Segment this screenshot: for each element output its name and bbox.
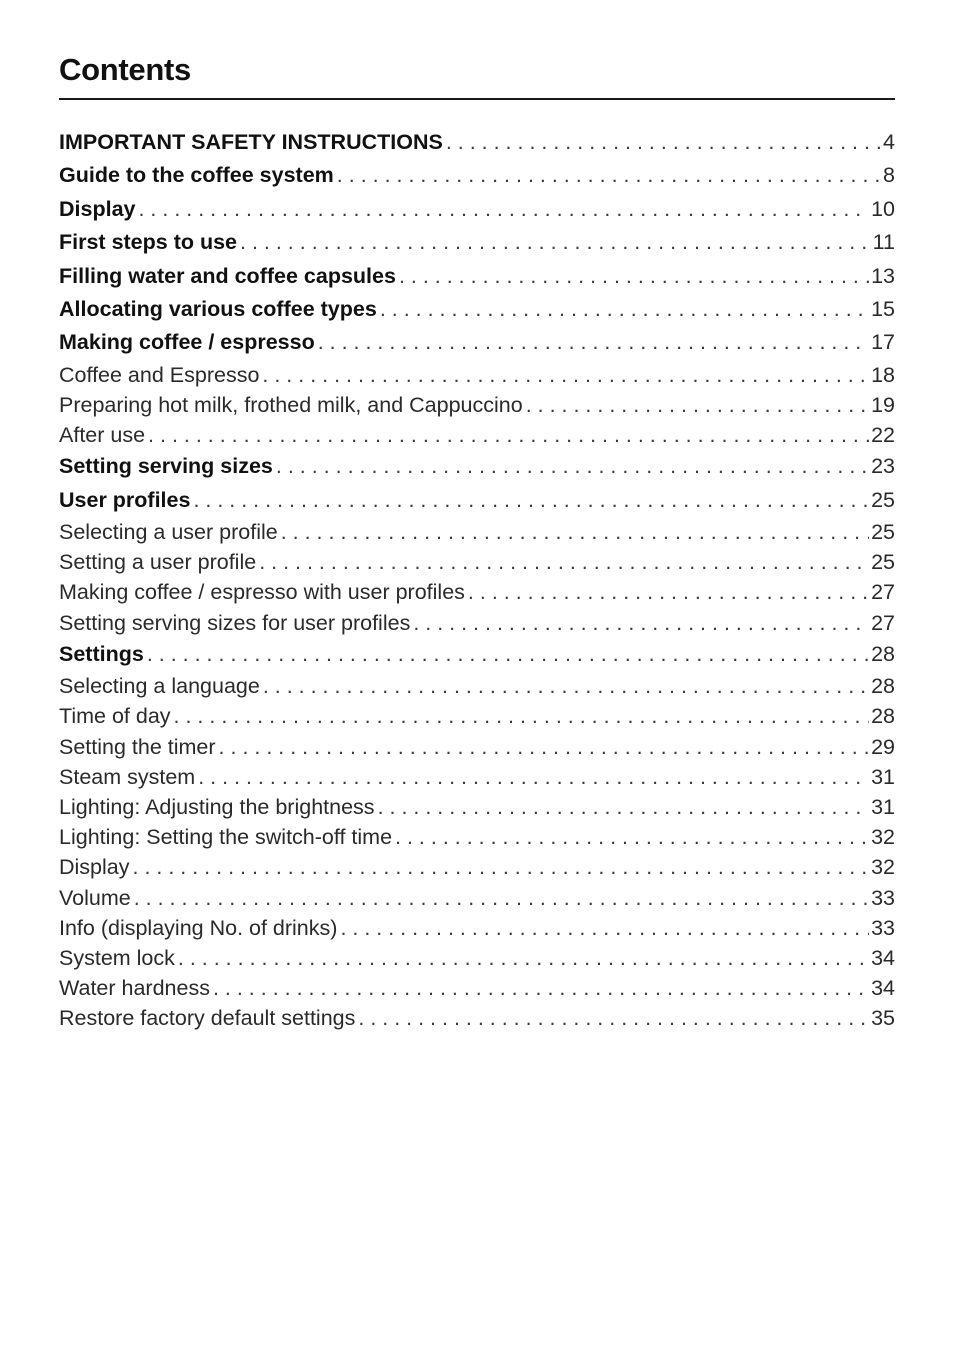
- toc-entry-label: Settings: [59, 641, 144, 666]
- toc-dot-leader: [240, 226, 871, 259]
- toc-page-number: 28: [871, 704, 895, 729]
- toc-entry-label: Time of day: [59, 704, 171, 729]
- toc-entry[interactable]: [59, 943, 895, 973]
- toc-page-number: 18: [871, 362, 895, 387]
- toc-entry-label: First steps to use: [59, 230, 238, 255]
- toc-page-number: 31: [871, 794, 895, 819]
- toc-page-number: 34: [871, 945, 895, 970]
- toc-entry[interactable]: [59, 159, 895, 192]
- toc-entry[interactable]: [59, 547, 895, 577]
- toc-entry[interactable]: [59, 822, 895, 852]
- toc-page-number: 8: [883, 163, 895, 188]
- page-title: Contents: [59, 52, 191, 87]
- toc-page-number: 23: [871, 454, 895, 479]
- toc-entry-label: Restore factory default settings: [59, 1006, 356, 1031]
- toc-entry-label: User profiles: [59, 487, 191, 512]
- table-of-contents: [59, 126, 895, 1033]
- toc-page-number: 11: [872, 230, 895, 255]
- toc-dot-leader: [337, 159, 881, 192]
- toc-entry[interactable]: [59, 293, 895, 326]
- toc-entry-label: Lighting: Setting the switch-off time: [59, 825, 393, 850]
- toc-entry[interactable]: [59, 973, 895, 1003]
- toc-dot-leader: [468, 577, 869, 607]
- toc-page-number: 25: [871, 550, 895, 575]
- toc-entry[interactable]: [59, 732, 895, 762]
- toc-entry-label: Guide to the coffee system: [59, 163, 334, 188]
- toc-dot-leader: [276, 450, 869, 483]
- toc-page-number: 33: [871, 915, 895, 940]
- toc-entry[interactable]: [59, 852, 895, 882]
- toc-entry-label: Making coffee / espresso: [59, 330, 315, 355]
- toc-dot-leader: [263, 671, 869, 701]
- toc-dot-leader: [147, 638, 869, 671]
- toc-entry-label: Allocating various coffee types: [59, 296, 377, 321]
- toc-entry[interactable]: [59, 913, 895, 943]
- toc-page-number: 25: [871, 487, 895, 512]
- toc-dot-leader: [358, 1003, 869, 1033]
- toc-entry[interactable]: [59, 326, 895, 359]
- toc-page-number: 33: [871, 885, 895, 910]
- toc-dot-leader: [413, 608, 869, 638]
- toc-entry[interactable]: [59, 360, 895, 390]
- toc-entry[interactable]: [59, 701, 895, 731]
- toc-entry[interactable]: [59, 608, 895, 638]
- toc-dot-leader: [262, 360, 869, 390]
- toc-dot-leader: [526, 390, 869, 420]
- toc-page-number: 35: [871, 1006, 895, 1031]
- toc-entry[interactable]: [59, 226, 895, 259]
- toc-entry-label: Preparing hot milk, frothed milk, and Cappuccino: [59, 392, 523, 417]
- toc-entry-label: Coffee and Espresso: [59, 362, 260, 387]
- toc-dot-leader: [281, 517, 869, 547]
- toc-page-number: 29: [871, 734, 895, 759]
- toc-entry-label: Setting serving sizes for user profiles: [59, 610, 411, 635]
- toc-entry-label: Info (displaying No. of drinks): [59, 915, 338, 940]
- toc-entry-label: Setting serving sizes: [59, 454, 273, 479]
- toc-entry-label: Filling water and coffee capsules: [59, 263, 396, 288]
- toc-dot-leader: [446, 126, 881, 159]
- toc-page-number: 13: [871, 263, 895, 288]
- toc-dot-leader: [138, 193, 869, 226]
- toc-page-number: 34: [871, 976, 895, 1001]
- toc-entry[interactable]: [59, 260, 895, 293]
- toc-page-number: 32: [871, 825, 895, 850]
- toc-dot-leader: [259, 547, 869, 577]
- toc-entry-label: System lock: [59, 945, 175, 970]
- toc-dot-leader: [193, 484, 869, 517]
- toc-page-number: 27: [871, 610, 895, 635]
- toc-dot-leader: [219, 732, 870, 762]
- toc-entry-label: Volume: [59, 885, 131, 910]
- toc-page-number: 17: [871, 330, 895, 355]
- toc-entry-label: Display: [59, 855, 130, 880]
- toc-dot-leader: [340, 913, 869, 943]
- toc-page-number: 27: [871, 580, 895, 605]
- toc-page-number: 32: [871, 855, 895, 880]
- toc-entry-label: Selecting a user profile: [59, 520, 278, 545]
- toc-entry[interactable]: [59, 450, 895, 483]
- toc-page-number: 31: [871, 764, 895, 789]
- toc-dot-leader: [148, 420, 869, 450]
- toc-page-number: 22: [871, 423, 895, 448]
- toc-dot-leader: [380, 293, 869, 326]
- toc-entry[interactable]: [59, 638, 895, 671]
- toc-entry-label: Selecting a language: [59, 674, 260, 699]
- toc-entry[interactable]: [59, 1003, 895, 1033]
- toc-entry-label: Setting a user profile: [59, 550, 257, 575]
- toc-entry[interactable]: [59, 484, 895, 517]
- toc-entry[interactable]: [59, 517, 895, 547]
- toc-dot-leader: [318, 326, 869, 359]
- toc-entry-label: Steam system: [59, 764, 196, 789]
- toc-page-number: 19: [871, 392, 895, 417]
- toc-dot-leader: [395, 822, 869, 852]
- toc-entry-label: IMPORTANT SAFETY INSTRUCTIONS: [59, 130, 443, 154]
- toc-dot-leader: [134, 883, 869, 913]
- toc-dot-leader: [213, 973, 869, 1003]
- toc-entry[interactable]: [59, 390, 895, 420]
- toc-entry[interactable]: [59, 883, 895, 913]
- toc-entry-label: Display: [59, 196, 136, 221]
- title-divider: [59, 98, 895, 100]
- toc-dot-leader: [133, 852, 870, 882]
- toc-dot-leader: [198, 762, 869, 792]
- toc-entry[interactable]: [59, 792, 895, 822]
- toc-page-number: 4: [883, 130, 895, 154]
- toc-dot-leader: [399, 260, 869, 293]
- toc-entry[interactable]: [59, 126, 895, 159]
- toc-entry[interactable]: [59, 577, 895, 607]
- toc-entry[interactable]: [59, 193, 895, 226]
- toc-dot-leader: [378, 792, 870, 822]
- toc-page-number: 15: [871, 296, 895, 321]
- toc-entry[interactable]: [59, 762, 895, 792]
- toc-entry-label: Water hardness: [59, 976, 210, 1001]
- toc-entry-label: Setting the timer: [59, 734, 216, 759]
- toc-page-number: 25: [871, 520, 895, 545]
- toc-page-number: 28: [871, 641, 895, 666]
- toc-dot-leader: [178, 943, 869, 973]
- toc-page-number: 10: [871, 196, 895, 221]
- toc-page-number: 28: [871, 674, 895, 699]
- toc-entry-label: Making coffee / espresso with user profiles: [59, 580, 465, 605]
- toc-entry-label: After use: [59, 423, 146, 448]
- toc-entry[interactable]: [59, 420, 895, 450]
- toc-entry-label: Lighting: Adjusting the brightness: [59, 794, 375, 819]
- toc-entry[interactable]: [59, 671, 895, 701]
- toc-dot-leader: [174, 701, 870, 731]
